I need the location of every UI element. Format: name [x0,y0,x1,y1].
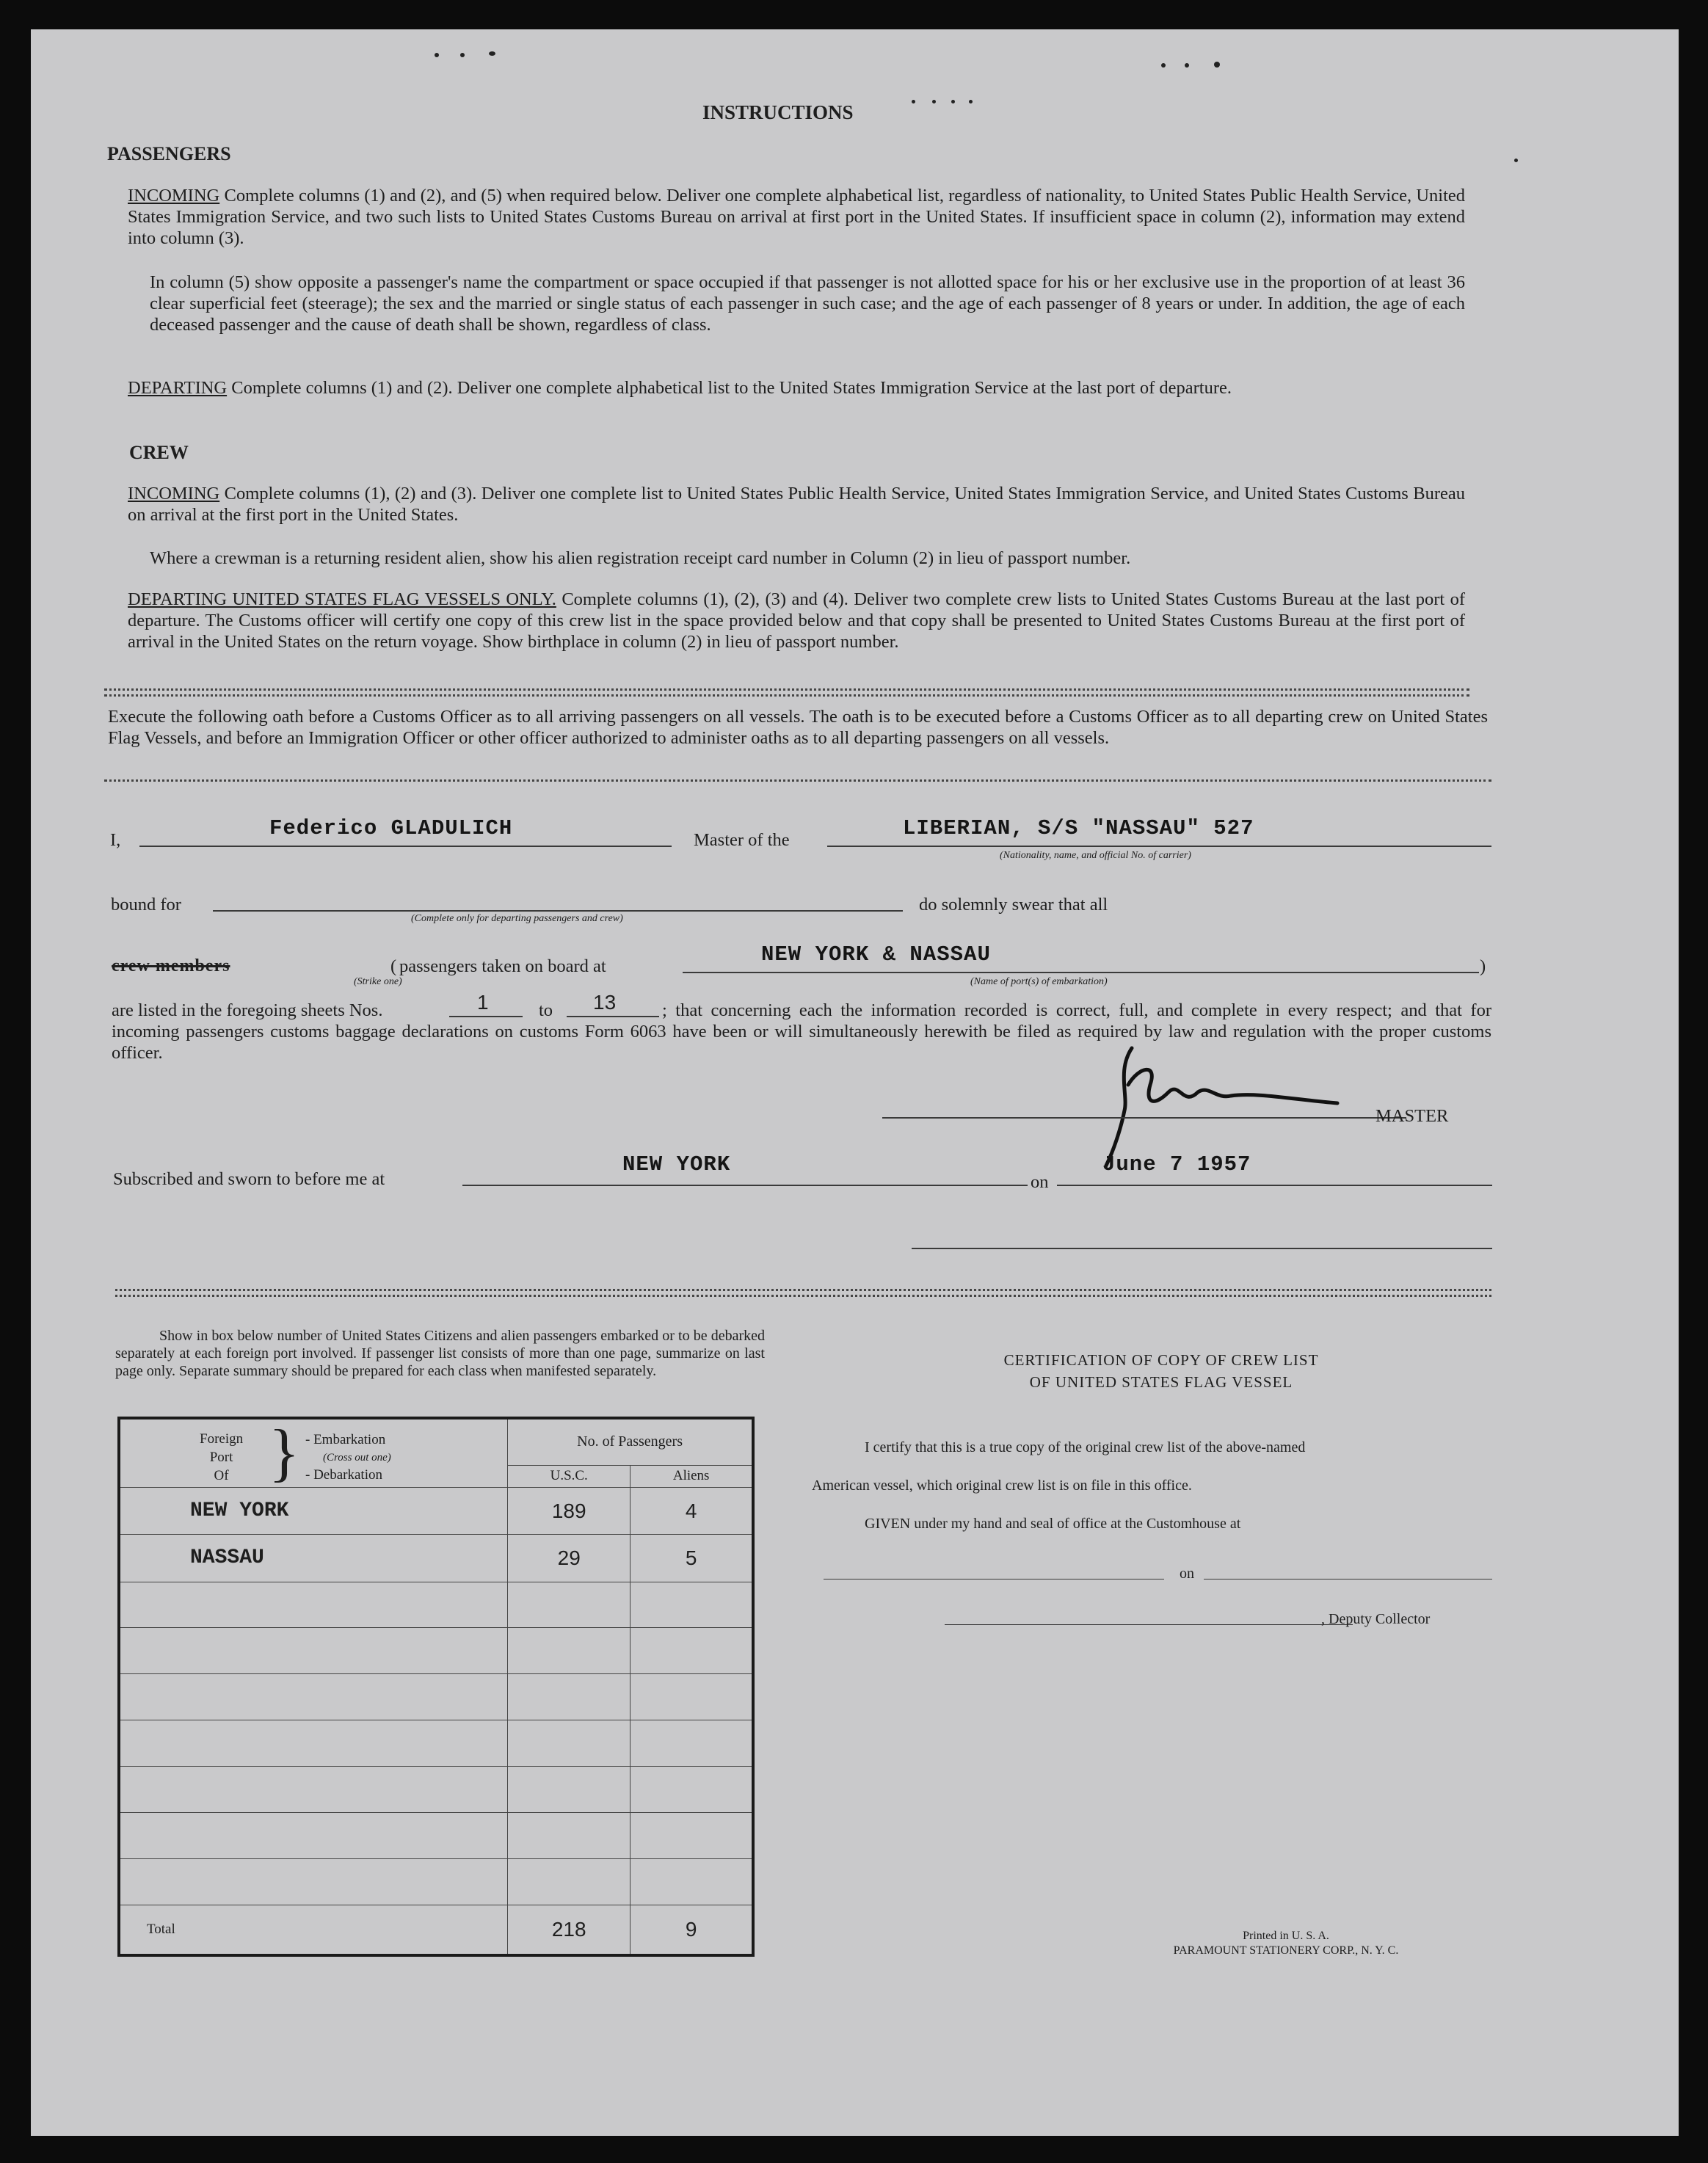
header-port-cell [119,1418,508,1488]
passengers-departing-paragraph [128,377,1465,399]
printer-line1: Printed in U. S. A. [1243,1930,1329,1942]
table-row-empty [119,1859,753,1905]
to-label: to [539,1000,553,1020]
master-of-label: Master of the [694,830,790,850]
col-embark: - Embarkation [305,1432,386,1447]
on-label: on [1031,1172,1049,1192]
incoming-text: Complete columns (1) and (2), and (5) when required below. Deliver one complete alphabetical list, regardless of nationality, to United States Public Health Service, United States Immigration Service, and two such lists to United States Customs Bureau on arrival at first port in the United States. If insufficient space in column (2), information may extend into column (3). [128,186,1466,248]
oath-statement: ; that concerning each the information recorded is correct, full, and complete in every respect; and that for incoming passengers customs baggage declarations on customs Form 6063 have been or will simultaneously herewith be filed as required by law and regulation with the proper customs officer. [112,1000,1491,1063]
scan-speck [1161,63,1166,68]
scan-speck [1214,62,1220,68]
certification-title-line1: CERTIFICATION OF COPY OF CREW LIST [1003,1351,1319,1369]
crew-departing-label: DEPARTING UNITED STATES FLAG VESSELS ONLY. [128,589,556,609]
sworn-date-line [1057,1185,1492,1186]
passengers-incoming-paragraph [128,185,1465,249]
table-row-empty [119,1720,753,1767]
scan-speck [1514,159,1518,162]
divider-dotted [115,1289,1491,1291]
resident-alien-paragraph: Where a crewman is a returning resident alien, show his alien registration receipt card number in Column (2) in lieu of passport number. [150,548,1131,568]
listed-label: are listed in the foregoing sheets Nos. [112,1000,383,1020]
bound-for-caption: (Complete only for departing passengers and crew) [411,913,623,924]
col-port: Port [209,1450,233,1465]
scan-speck [969,100,973,103]
master-name: Federico GLADULICH [269,816,513,840]
divider-dotted [104,779,1491,782]
passenger-summary-table [117,1417,755,1957]
embark-ports-line [683,972,1479,973]
certification-line3: GIVEN under my hand and seal of office at the Customhouse at [865,1516,1241,1532]
printer-imprint [1124,1929,1447,1958]
total-label: Total [119,1905,508,1955]
sheet-from: 1 [477,991,489,1014]
row-usc: 189 [508,1488,630,1535]
embark-caption: (Name of port(s) of embarkation) [970,976,1108,987]
col-of: Of [214,1468,229,1483]
crew-incoming-label: INCOMING [128,484,220,504]
departing-label: DEPARTING [128,378,228,398]
row-port: NASSAU [119,1535,508,1582]
certification-on-label: on [1180,1566,1194,1582]
crew-departing-paragraph [128,589,1465,652]
table-total-row [119,1905,753,1955]
certification-line1: I certify that this is a true copy of the original crew list of the above-named [865,1439,1306,1455]
sworn-place: NEW YORK [622,1152,731,1177]
passengers-heading: PASSENGERS [107,143,231,164]
scan-speck [460,53,465,57]
table-row [119,1488,753,1535]
incoming-label: INCOMING [128,186,220,206]
crew-departing-text: Complete columns (1), (2), (3) and (4). Deliver two complete crew lists to United States Customs Bureau at the last port of departure. The Customs officer will certify one copy of this crew list in the space provided below and that copy shall be presented to United States Customs Bureau at the first port of arrival in the United States on the return voyage. Show birthplace in column (2) in lieu of passport number. [128,589,1466,652]
officer-signature-line [912,1248,1492,1249]
i-label: I, [110,830,121,850]
swear-label: do solemnly swear that all [919,895,1108,915]
summary-note: Show in box below number of United States Citizens and alien passengers embarked or to be debarked separately at each foreign port involved. If passenger list consists of more than one page, summarize on last page only. Separate summary should be prepared for each class when manifested separately. [115,1328,765,1379]
vessel-name: LIBERIAN, S/S "NASSAU" 527 [903,816,1254,840]
table-row-empty [119,1582,753,1628]
col-debark: - Debarkation [305,1467,382,1483]
sworn-date: June 7 1957 [1102,1152,1251,1177]
printer-line2: PARAMOUNT STATIONERY CORP., N. Y. C. [1173,1944,1399,1957]
brace-icon: } [269,1417,300,1488]
table-row-empty [119,1628,753,1674]
table-row-empty [119,1674,753,1720]
col-usc: U.S.C. [508,1465,630,1488]
deputy-collector-label: , Deputy Collector [1321,1611,1431,1627]
row-port: NEW YORK [119,1488,508,1535]
table-row-empty [119,1813,753,1859]
master-signature-line [882,1117,1406,1119]
sheet-to: 13 [593,991,617,1014]
bound-for-label: bound for [111,895,181,915]
strike-caption: (Strike one) [354,976,402,987]
col-aliens: Aliens [630,1465,753,1488]
departing-text: Complete columns (1) and (2). Deliver one complete alphabetical list to the United States Immigration Service at the last port of departure. [231,378,1232,398]
master-name-line [139,846,672,847]
embark-ports: NEW YORK & NASSAU [761,942,991,967]
vessel-line [827,846,1491,847]
page-title: INSTRUCTIONS [702,101,854,123]
deputy-collector-line [945,1624,1353,1625]
divider-dotted [104,694,1469,697]
scan-speck [912,100,915,103]
struck-crew-members: crew members [112,956,230,975]
certification-title [948,1349,1374,1393]
certification-title-line2: OF UNITED STATES FLAG VESSEL [1029,1373,1293,1391]
scan-speck [932,100,936,103]
row-aliens: 4 [630,1488,753,1535]
table-row [119,1535,753,1582]
col-no-passengers: No. of Passengers [508,1418,753,1465]
certification-line2: American vessel, which original crew list is on file in this office. [812,1477,1192,1494]
form-page: INSTRUCTIONS PASSENGERS INCOMING Complete columns (1) and (2), and (5) when required below. Deliver one complete alphabetical list, regardless of nationality, to United States Public Health Service, United States Immigration Service, and two such lists to United States Customs Bureau on arrival at first port in the United States. If insufficient space in column (2), information may extend into column (3). In column (5) show opposite a passenger's name the compartment or space occupied if that passenger is not allotted space for his or her exclusive use in the proportion of at least 36 clear superficial feet (steerage); the sex and the married or single status of each passenger in such case; and the age of each passenger of 8 years or under. In addition, the age of each deceased passenger and the cause of death shall be shown, regardless of class. DEPARTING Complete columns (1) and (2). Deliver one complete alphabetical list to the United States Immigration Service at the last port of departure. CREW INCOMING Complete columns (1), (2) and (3). Deliver one complete list to United States Public Health Service, United States Immigration Service, and United States Customs Bureau on arrival at the first port in the United States. Where a crewman is a returning resident alien, show his alien registration receipt card number in Column (2) in lieu of passport number. DEPARTING UNITED STATES FLAG VESSELS ONLY. Complete columns (1), (2), (3) and (4). Deliver two complete crew lists to United States Customs Bureau at the last port of departure. The Customs officer will certify one copy of this crew list in the space provided below and that copy shall be presented to United States Customs Bureau at the first port of arrival in the United States on the return voyage. Show birthplace in column (2) in lieu of passport number. Execute the following oath before a Customs Officer as to all arriving passengers on all vessels. The oath is to be executed before a Customs Officer as to all departing crew on United States Flag Vessels, and before an Immigration Officer or other officer authorized to administer oaths as to all departing passengers on all vessels. I, Federico GLADULICH Master of the LIBERIAN, S/S "NASSAU" 527 (Nationality, name, and official No. of carrier) bound for (Complete only for departing passengers and crew) do solemnly swear that all crew members (Strike one) passengers taken on board at ( ) NEW YORK & NASSAU (Name of port(s) of embarkation) are listed in the foregoing sheets Nos. 1 to 13 ; that concerning each the information recorded is correct, full, and complete in every respect; and that for incoming passengers customs baggage declarations on customs Form 6063 have been or will simultaneously herewith be filed as required by law and regulation with the proper customs officer. MASTER Subscribed and sworn to before me at NEW YORK on June 7 1957 Show in box below number of United States Citizens and alien passengers embarked or to be debarked separately at each foreign port involved. If passenger list consists of more than one page, summarize on last page only. Separate summary should be prepared for each class when manifested separately. Foreign Port Of } - Embarkation (Cross out one) - Debarkation No. of Passengers U.S.C. Aliens NEW YORK 189 4 NASSAU 29 5 Total 218 9 CERTIFICATION OF COPY OF CREW LIST OF UNITED STATES FLAG VESSEL I certify that this is a true copy of the original crew list of the above-named American vessel, which original crew list is on file in this office. GIVEN under my hand and seal of office at the Customhouse at on , Deputy Collector Printed in U. S. A. PARAMOUNT STATIONERY CORP., N. Y. C. [31,29,1679,2136]
row-usc: 29 [508,1535,630,1582]
crew-heading: CREW [129,442,189,463]
crew-incoming-text: Complete columns (1), (2) and (3). Deliver one complete list to United States Public Health Service, United States Immigration Service, and United States Customs Bureau on arrival at the first port in the United States. [128,484,1465,525]
table-row-empty [119,1767,753,1813]
subscribed-label: Subscribed and sworn to before me at [113,1169,385,1189]
divider-dotted [115,1295,1491,1297]
scan-speck [1185,63,1189,68]
total-usc: 218 [508,1905,630,1955]
sworn-place-line [462,1185,1028,1186]
scan-speck [489,51,495,56]
column5-paragraph: In column (5) show opposite a passenger's name the compartment or space occupied if that passenger is not allotted space for his or her exclusive use in the proportion of at least 36 clear superficial feet (steerage); the sex and the married or single status of each passenger in such case; and the age of each passenger of 8 years or under. In addition, the age of each deceased passenger and the cause of death shall be shown, regardless of class. [150,272,1465,335]
total-aliens: 9 [630,1905,753,1955]
crew-incoming-paragraph [128,483,1465,526]
bound-for-line [213,910,903,912]
scan-speck [435,53,439,57]
taken-label: passengers taken on board at [399,956,606,976]
col-foreign: Foreign [200,1431,244,1447]
row-aliens: 5 [630,1535,753,1582]
divider-dotted [104,688,1469,691]
col-cross: (Cross out one) [323,1452,391,1464]
scan-speck [951,100,955,103]
oath-intro: Execute the following oath before a Customs Officer as to all arriving passengers on all vessels. The oath is to be executed before a Customs Officer as to all departing crew on United States Flag Vessels, and before an Immigration Officer or other officer authorized to administer oaths as to all departing passengers on all vessels. [108,707,1488,748]
master-label: MASTER [1376,1106,1449,1126]
vessel-caption: (Nationality, name, and official No. of carrier) [1000,850,1191,861]
